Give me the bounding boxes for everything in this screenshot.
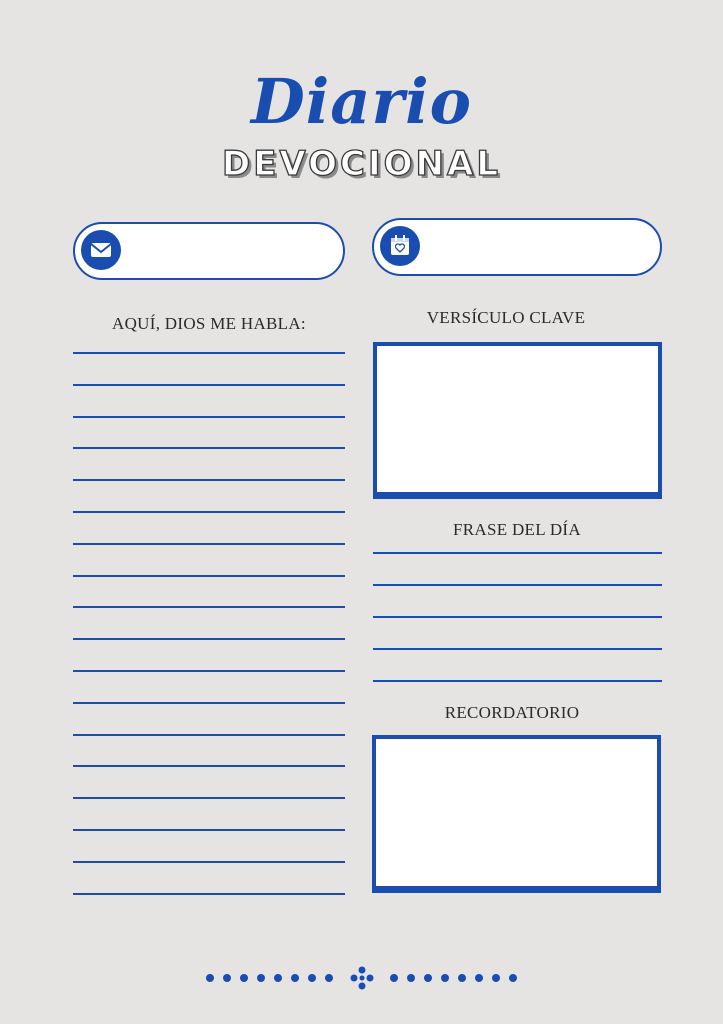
- ruled-line: [373, 552, 662, 554]
- ruled-line: [73, 702, 345, 704]
- section-heading-reminder: RECORDATORIO: [444, 703, 580, 722]
- date-field[interactable]: [372, 218, 662, 276]
- ruled-line: [73, 893, 345, 895]
- ruled-line: [73, 416, 345, 418]
- ruled-line: [73, 861, 345, 863]
- ornament-dot: [274, 974, 282, 982]
- key-verse-box[interactable]: [373, 342, 662, 499]
- ruled-line: [73, 734, 345, 736]
- ruled-line: [373, 584, 662, 586]
- envelope-icon: [81, 230, 121, 270]
- ruled-line: [73, 447, 345, 449]
- ornament-dot: [475, 974, 483, 982]
- ornament-dot: [308, 974, 316, 982]
- footer-ornament: [0, 964, 723, 992]
- ornament-dot: [240, 974, 248, 982]
- title-script: Diario: [250, 65, 473, 138]
- ruled-line: [73, 352, 345, 354]
- ornament-dot: [257, 974, 265, 982]
- ornament-dot: [424, 974, 432, 982]
- ornament-dot: [458, 974, 466, 982]
- ruled-line: [73, 638, 345, 640]
- ruled-line: [73, 606, 345, 608]
- ornament-dot: [291, 974, 299, 982]
- ornament-dot: [407, 974, 415, 982]
- ornament-dot: [509, 974, 517, 982]
- name-field[interactable]: [73, 222, 345, 280]
- section-heading-key-verse: VERSÍCULO CLAVE: [426, 308, 586, 327]
- ruled-line: [73, 384, 345, 386]
- ruled-line: [73, 765, 345, 767]
- ruled-line: [73, 797, 345, 799]
- ornament-dot: [206, 974, 214, 982]
- ruled-line: [373, 616, 662, 618]
- section-heading-phrase: FRASE DEL DÍA: [453, 520, 581, 539]
- ruled-line: [73, 479, 345, 481]
- ruled-line: [73, 670, 345, 672]
- ornament-dot: [492, 974, 500, 982]
- section-heading-god-speaks: AQUÍ, DIOS ME HABLA:: [112, 314, 306, 333]
- writing-lines-left[interactable]: [73, 352, 345, 912]
- ornament-dot: [390, 974, 398, 982]
- reminder-box[interactable]: [372, 735, 661, 893]
- ruled-line: [73, 829, 345, 831]
- ruled-line: [373, 680, 662, 682]
- ornament-dot: [223, 974, 231, 982]
- ornament-dot: [441, 974, 449, 982]
- writing-lines-phrase[interactable]: [373, 552, 662, 692]
- ruled-line: [73, 511, 345, 513]
- flourish-icon: [346, 964, 378, 992]
- ruled-line: [73, 543, 345, 545]
- calendar-heart-icon: [380, 226, 420, 266]
- ornament-dot: [325, 974, 333, 982]
- title-subtitle: DEVOCIONAL: [221, 144, 501, 184]
- ruled-line: [373, 648, 662, 650]
- ruled-line: [73, 575, 345, 577]
